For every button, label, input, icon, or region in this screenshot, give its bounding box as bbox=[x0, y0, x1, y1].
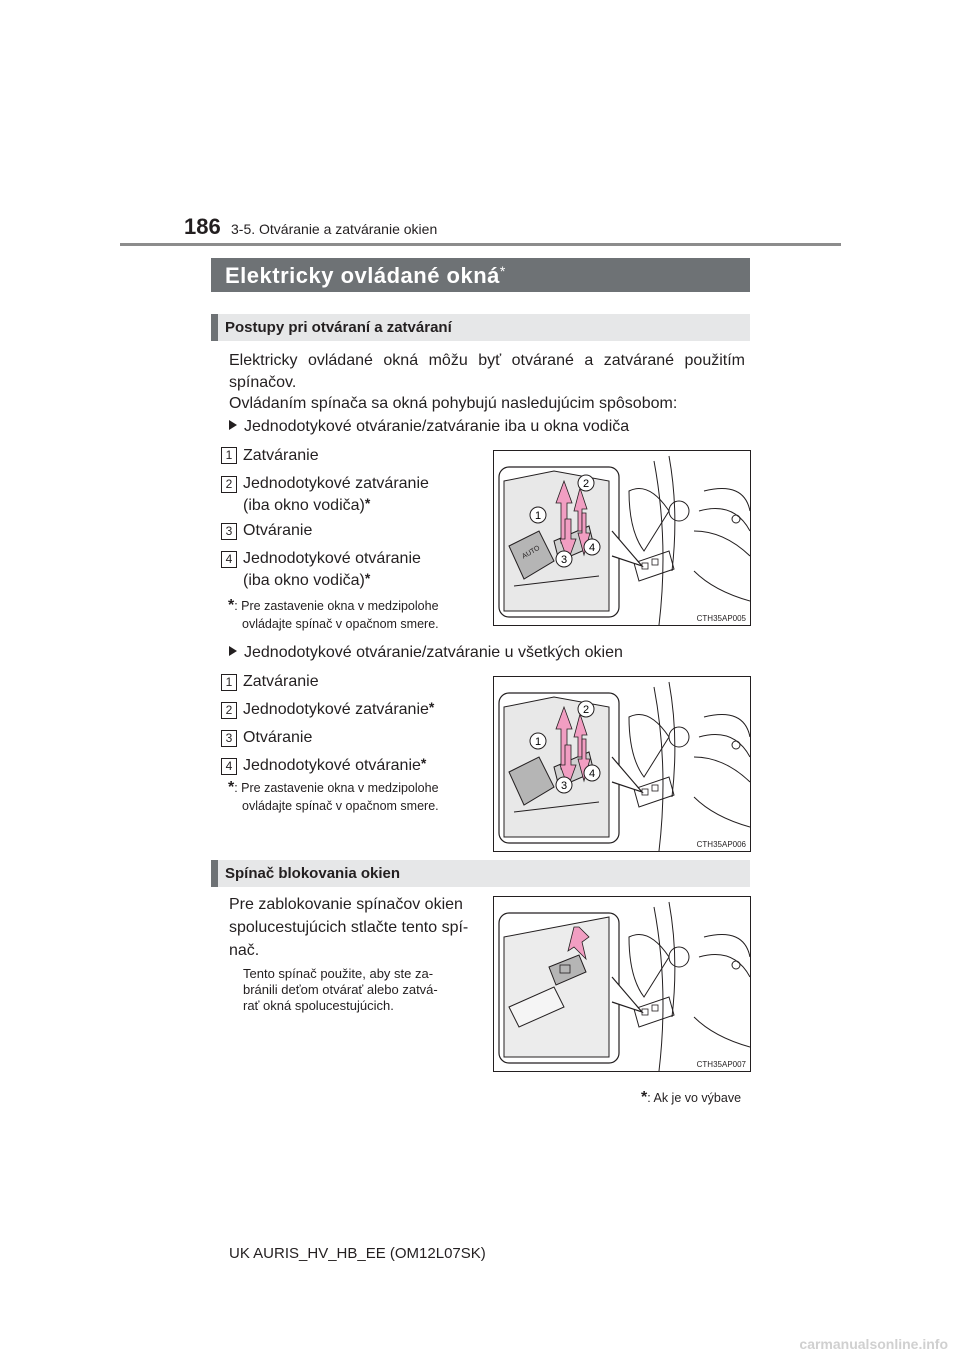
callout-4: 4 bbox=[588, 542, 596, 554]
intro-paragraph: Elektricky ovládané okná môžu byť otvárané a zatvárané použitím spínačov. bbox=[229, 352, 745, 391]
group2-item-3: Otváranie bbox=[243, 729, 313, 746]
item-number-2: 2 bbox=[221, 702, 237, 719]
header-divider bbox=[120, 243, 841, 246]
lock-switch-note: Tento spínač použite, aby ste za- bránili deťom otvárať alebo zatvá- rať okná spolucestujúcich. bbox=[243, 966, 438, 1013]
figure-label-3: CTH35AP007 bbox=[696, 1060, 746, 1069]
group2-item-2: Jednodotykové zatváranie* bbox=[243, 699, 435, 718]
triangle-bullet-icon bbox=[229, 420, 237, 430]
callout-2: 2 bbox=[582, 704, 590, 716]
item-number-3: 3 bbox=[221, 730, 237, 747]
intro-paragraph-2: Ovládaním spínača sa okná pohybujú nasledujúcim spôsobom: bbox=[229, 395, 678, 412]
section-title-star: * bbox=[499, 263, 506, 279]
group1-note: *: Pre zastavenie okna v medzipolohe ovládajte spínač v opačnom smere. bbox=[228, 597, 439, 631]
switch-illustration-1 bbox=[494, 451, 750, 625]
callout-3: 3 bbox=[560, 780, 568, 792]
switch-illustration-2 bbox=[494, 677, 750, 851]
item-number-1: 1 bbox=[221, 447, 237, 464]
lock-switch-illustration bbox=[494, 897, 750, 1071]
group1-item-2: Jednodotykové zatváranie (iba okno vodiča)* bbox=[243, 475, 429, 514]
auto-label: AUTO bbox=[521, 544, 542, 561]
callout-3: 3 bbox=[560, 554, 568, 566]
section-title-text: Elektricky ovládané okná bbox=[225, 263, 500, 288]
subsection-title-1: Postupy pri otváraní a zatváraní bbox=[225, 319, 452, 336]
figure-label-2: CTH35AP006 bbox=[696, 840, 746, 849]
page-number: 186 bbox=[184, 214, 221, 239]
figure-lock-switch bbox=[493, 896, 751, 1072]
group2-item-4: Jednodotykové otváranie* bbox=[243, 755, 427, 774]
footnote: *: Ak je vo výbave bbox=[641, 1089, 742, 1106]
figure-label-1: CTH35AP005 bbox=[696, 614, 746, 623]
group1-item-1: Zatváranie bbox=[243, 447, 319, 464]
callout-1: 1 bbox=[534, 510, 542, 522]
watermark: carmanualsonline.info bbox=[799, 1336, 948, 1352]
footer-code: UK AURIS_HV_HB_EE (OM12L07SK) bbox=[229, 1245, 486, 1262]
subsection-title-2: Spínač blokovania okien bbox=[225, 865, 401, 882]
callout-4: 4 bbox=[588, 768, 596, 780]
group1-item-4: Jednodotykové otváranie (iba okno vodiča)* bbox=[243, 550, 421, 589]
item-number-3: 3 bbox=[221, 523, 237, 540]
callout-2: 2 bbox=[582, 478, 590, 490]
group2-heading: Jednodotykové otváranie/zatváranie u všetkých okien bbox=[229, 644, 623, 662]
item-number-2: 2 bbox=[221, 476, 237, 493]
section-title bbox=[225, 263, 506, 289]
figure-driver-switch bbox=[493, 450, 751, 626]
item-number-1: 1 bbox=[221, 674, 237, 691]
group2-note: *: Pre zastavenie okna v medzipolohe ovládajte spínač v opačnom smere. bbox=[228, 779, 439, 813]
group1-item-3: Otváranie bbox=[243, 522, 313, 539]
item-number-4: 4 bbox=[221, 551, 237, 568]
triangle-bullet-icon bbox=[229, 646, 237, 656]
group1-heading: Jednodotykové otváranie/zatváranie iba u okna vodiča bbox=[229, 418, 629, 436]
chapter-title: 3-5. Otváranie a zatváranie okien bbox=[231, 221, 438, 237]
lock-switch-text: Pre zablokovanie spínačov okien spolucestujúcich stlačte tento spí- nač. bbox=[229, 896, 469, 959]
item-number-4: 4 bbox=[221, 758, 237, 775]
group2-item-1: Zatváranie bbox=[243, 673, 319, 690]
callout-1: 1 bbox=[534, 736, 542, 748]
figure-all-windows-switch bbox=[493, 676, 751, 852]
